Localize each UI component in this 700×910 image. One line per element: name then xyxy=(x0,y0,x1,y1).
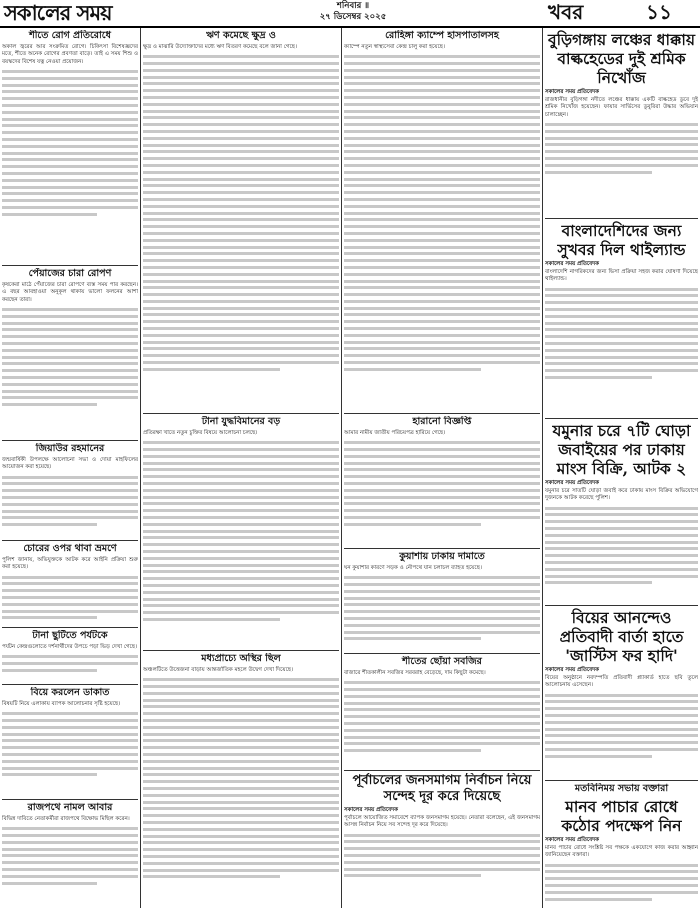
headline: বিয়ে করলেন ডাকাত xyxy=(30,687,110,698)
text-lines xyxy=(2,476,138,527)
text-lines xyxy=(2,576,138,620)
article-stable xyxy=(143,653,339,906)
headline: হারানো বিজ্ঞপ্তি xyxy=(412,416,472,427)
byline: সকালের সময় প্রতিবেদক xyxy=(344,807,398,813)
article-thailand xyxy=(545,221,698,416)
article-rule xyxy=(545,218,698,219)
article-body: অকাল জ্বরের আর সংক্রমিত রোগে। চিকিৎসা বিশেষজ্ঞদের মতে, শীতে অনেক রোগের প্রবণতা বাড়ে। তাই এ সময় শিশু ও বয়স্কদের বিশেষ যত্ন নেওয়া প্রয়োজন। xyxy=(2,44,138,65)
text-lines xyxy=(545,288,698,379)
text-lines xyxy=(344,576,540,640)
headline: মানব পাচার রোধে কঠোর পদক্ষেপ নিন xyxy=(561,797,682,835)
article-body: জন্মবার্ষিকী উপলক্ষে আলোচনা সভা ও দোয়া মাহফিলের আয়োজন করা হয়েছে। xyxy=(2,457,138,471)
article-rule xyxy=(545,605,698,606)
article-body: পুলিশ জানায়, অভিযুক্তকে আটক করে আইনি প্রক্রিয়া শুরু করা হয়েছে। xyxy=(2,557,138,571)
article-body: ক্যাম্পে নতুন স্বাস্থ্যসেবা কেন্দ্র চালু করা হয়েছে। xyxy=(344,44,445,50)
headline: বাংলাদেশিদের জন্য সুখবর দিল থাইল্যান্ড xyxy=(557,221,686,259)
text-lines xyxy=(143,678,339,878)
page-number: ১১ xyxy=(646,0,672,24)
article-body: বাংলাদেশি নাগরিকদের জন্য ভিসা প্রক্রিয়া সহজ করার ঘোষণা দিয়েছে থাইল্যান্ড। xyxy=(545,269,698,283)
byline: সকালের সময় প্রতিবেদক xyxy=(545,480,599,486)
article-rule xyxy=(143,650,339,651)
text-lines xyxy=(2,308,138,406)
headline: যমুনার চরে ৭টি ঘোড়া জবাইয়ের পর ঢাকায় মাংস বিক্রি, আটক ২ xyxy=(552,421,691,478)
article-thief xyxy=(2,543,138,625)
article-rule xyxy=(2,265,138,266)
article-rule xyxy=(344,653,540,654)
headline: চোরের ওপর থাবা ভ্রমণে xyxy=(23,543,117,554)
day-label: শনিবার ॥ xyxy=(336,1,370,11)
byline: সকালের সময় প্রতিবেদক xyxy=(545,667,599,673)
text-lines xyxy=(545,123,698,174)
text-lines xyxy=(2,712,138,776)
headline: রাজপথে নামল আবার xyxy=(27,802,113,813)
article-politics xyxy=(2,802,138,906)
headline: মধ্যপ্রাচ্যে অস্থির ছিল xyxy=(201,653,281,664)
article-body: যমুনার চরে সাতটি ঘোড়া জবাই করে ঢাকায় মাংস বিক্রির অভিযোগে দুজনকে আটক করেছে পুলিশ। xyxy=(545,488,698,502)
article-vegetables xyxy=(344,656,540,768)
column-rule xyxy=(140,28,141,908)
headline: টানা ছুটিতে পর্যটকে xyxy=(32,630,108,641)
text-lines xyxy=(2,827,138,884)
article-rule xyxy=(2,540,138,541)
article-body: কৃষকেরা মাঠে পেঁয়াজের চারা রোপণে ব্যস্ত সময় পার করছেন। এ বছর আবহাওয়া অনুকূল থাকায় ভালো ফলনের আশা করছেন তারা। xyxy=(2,282,138,303)
article-body: বাজারে শীতকালীন সবজির সরবরাহ বেড়েছে, দাম কিছুটা কমেছে। xyxy=(344,670,486,676)
article-body: প্রতিরক্ষা খাতে নতুন চুক্তির বিষয়ে আলোচনা চলছে। xyxy=(143,430,258,436)
text-lines xyxy=(545,694,698,758)
article-winter xyxy=(2,30,138,262)
text-lines xyxy=(2,70,138,216)
date-label: ২৭ ডিসেম্বর ২০২৫ xyxy=(319,12,387,22)
headline: পূর্বাচলের জনসমাগম নির্বাচন নিয়ে সন্দেহ দূর করে দিয়েছে xyxy=(352,773,532,804)
article-rule xyxy=(143,413,339,414)
article-election xyxy=(344,773,540,906)
article-body: বিয়ের অনুষ্ঠানে নবদম্পতি প্রতিবাদী প্ল্যাকার্ড হাতে ছবি তুলে আলোচনায় এসেছেন। xyxy=(545,675,698,689)
text-lines xyxy=(143,441,339,621)
article-horses xyxy=(545,421,698,603)
text-lines xyxy=(545,507,698,585)
article-rule xyxy=(2,799,138,800)
article-body: অঞ্চলটিতে উত্তেজনা বাড়ায় আন্তর্জাতিক মহলে উদ্বেগ দেখা দিয়েছে। xyxy=(143,667,294,673)
article-fog xyxy=(344,551,540,651)
text-lines xyxy=(2,655,138,672)
section-name: খবর xyxy=(548,0,584,24)
text-lines xyxy=(344,55,540,371)
byline: সকালের সময় প্রতিবেদক xyxy=(545,261,599,267)
article-rohingya xyxy=(344,30,540,410)
article-onion xyxy=(2,268,138,438)
text-lines xyxy=(143,55,339,371)
text-lines xyxy=(545,864,698,901)
headline: বিয়ের আনন্দেও প্রতিবাদী বার্তা হাতে 'জাস্টিস ফর হাদি' xyxy=(559,608,684,665)
date-block xyxy=(258,1,448,23)
article-flying xyxy=(143,416,339,648)
article-body: রাজধানীর বুড়িগঙ্গা নদীতে লঞ্চের ধাক্কায় একটি বাল্কহেড ডুবে দুই শ্রমিক নিখোঁজ হয়েছেন। ফায়ার সার্ভিসের ডুবুরিরা উদ্ধার অভিযান চালাচ্ছেন। xyxy=(545,97,698,118)
article-body: ঘন কুয়াশার কারণে সড়ক ও নৌপথে যান চলাচল ব্যাহত হয়েছে। xyxy=(344,565,482,571)
article-body: ক্ষুদ্র ও মাঝারি উদ্যোক্তাদের মধ্যে ঋণ বিতরণ কমেছে বলে জানা গেছে। xyxy=(143,44,297,50)
article-trafficking xyxy=(545,783,698,906)
article-ziaur xyxy=(2,443,138,538)
article-body: মানব পাচার রোধে সংশ্লিষ্ট সব পক্ষকে একযোগে কাজ করার আহ্বান জানিয়েছেন বক্তারা। xyxy=(545,845,698,859)
masthead xyxy=(0,0,700,28)
headline: শীতের ছোঁয়া সবজির xyxy=(402,656,482,667)
column-rule xyxy=(341,28,342,908)
headline: পেঁয়াজের চারা রোপণ xyxy=(28,268,112,279)
headline: কুয়াশায় ঢাকায় দামাতে xyxy=(399,551,485,562)
text-lines xyxy=(344,681,540,752)
article-body: বিভিন্ন দাবিতে নেতাকর্মীরা রাজপথে বিক্ষোভ মিছিল করেন। xyxy=(2,816,130,822)
article-rule xyxy=(344,413,540,414)
article-justice xyxy=(545,608,698,778)
article-rule xyxy=(344,770,540,771)
headline: শীতে রোগ প্রতিরোধে xyxy=(29,30,111,41)
article-dacoit xyxy=(2,687,138,797)
byline: সকালের সময় প্রতিবেদক xyxy=(545,89,599,95)
article-cold xyxy=(143,30,339,410)
article-rule xyxy=(2,440,138,441)
article-body: পর্যটন কেন্দ্রগুলোতে দর্শনার্থীদের উপচে পড়া ভিড় দেখা গেছে। xyxy=(2,644,138,650)
article-rule xyxy=(545,780,698,781)
article-body: পূর্বাচলে আয়োজিত সমাবেশে ব্যাপক জনসমাগম হয়েছে। নেতারা বলেছেন, এই জনসমাগম আসন্ন নির্বাচন নিয়ে সব সন্দেহ দূর করে দিয়েছে। xyxy=(344,815,540,829)
article-rule xyxy=(344,548,540,549)
column-rule xyxy=(542,28,543,908)
newspaper-name: সকালের সময় xyxy=(4,0,112,25)
article-rule xyxy=(2,684,138,685)
article-rule xyxy=(545,418,698,419)
text-lines xyxy=(344,441,540,526)
text-lines xyxy=(344,834,540,878)
article-lost xyxy=(344,416,540,546)
headline: বুড়িগঙ্গায় লঞ্চের ধাক্কায় বাল্কহেডের দুই শ্রমিক নিখোঁজ xyxy=(547,30,696,87)
byline: সকালের সময় প্রতিবেদক xyxy=(545,837,599,843)
headline: ঋণ কমেছে ক্ষুদ্র ও xyxy=(206,30,276,41)
article-workers xyxy=(545,30,698,216)
headline: টানা যুদ্ধবিমানের বড় xyxy=(201,416,281,427)
article-body: বিষয়টি নিয়ে এলাকায় ব্যাপক আলোচনার সৃষ্টি হয়েছে। xyxy=(2,701,121,707)
headline: রোহিঙ্গা ক্যাম্পে হাসপাতালসহ xyxy=(385,30,499,41)
article-tourists xyxy=(2,630,138,682)
article-body: আমার নামীয় জাতীয় পরিচয়পত্র হারিয়ে গেছে। xyxy=(344,430,446,436)
article-rule xyxy=(2,627,138,628)
headline: জিয়াউর রহমানের xyxy=(35,443,105,454)
headline-kicker: মতবিনিময় সভায় বক্তারা xyxy=(574,783,669,794)
